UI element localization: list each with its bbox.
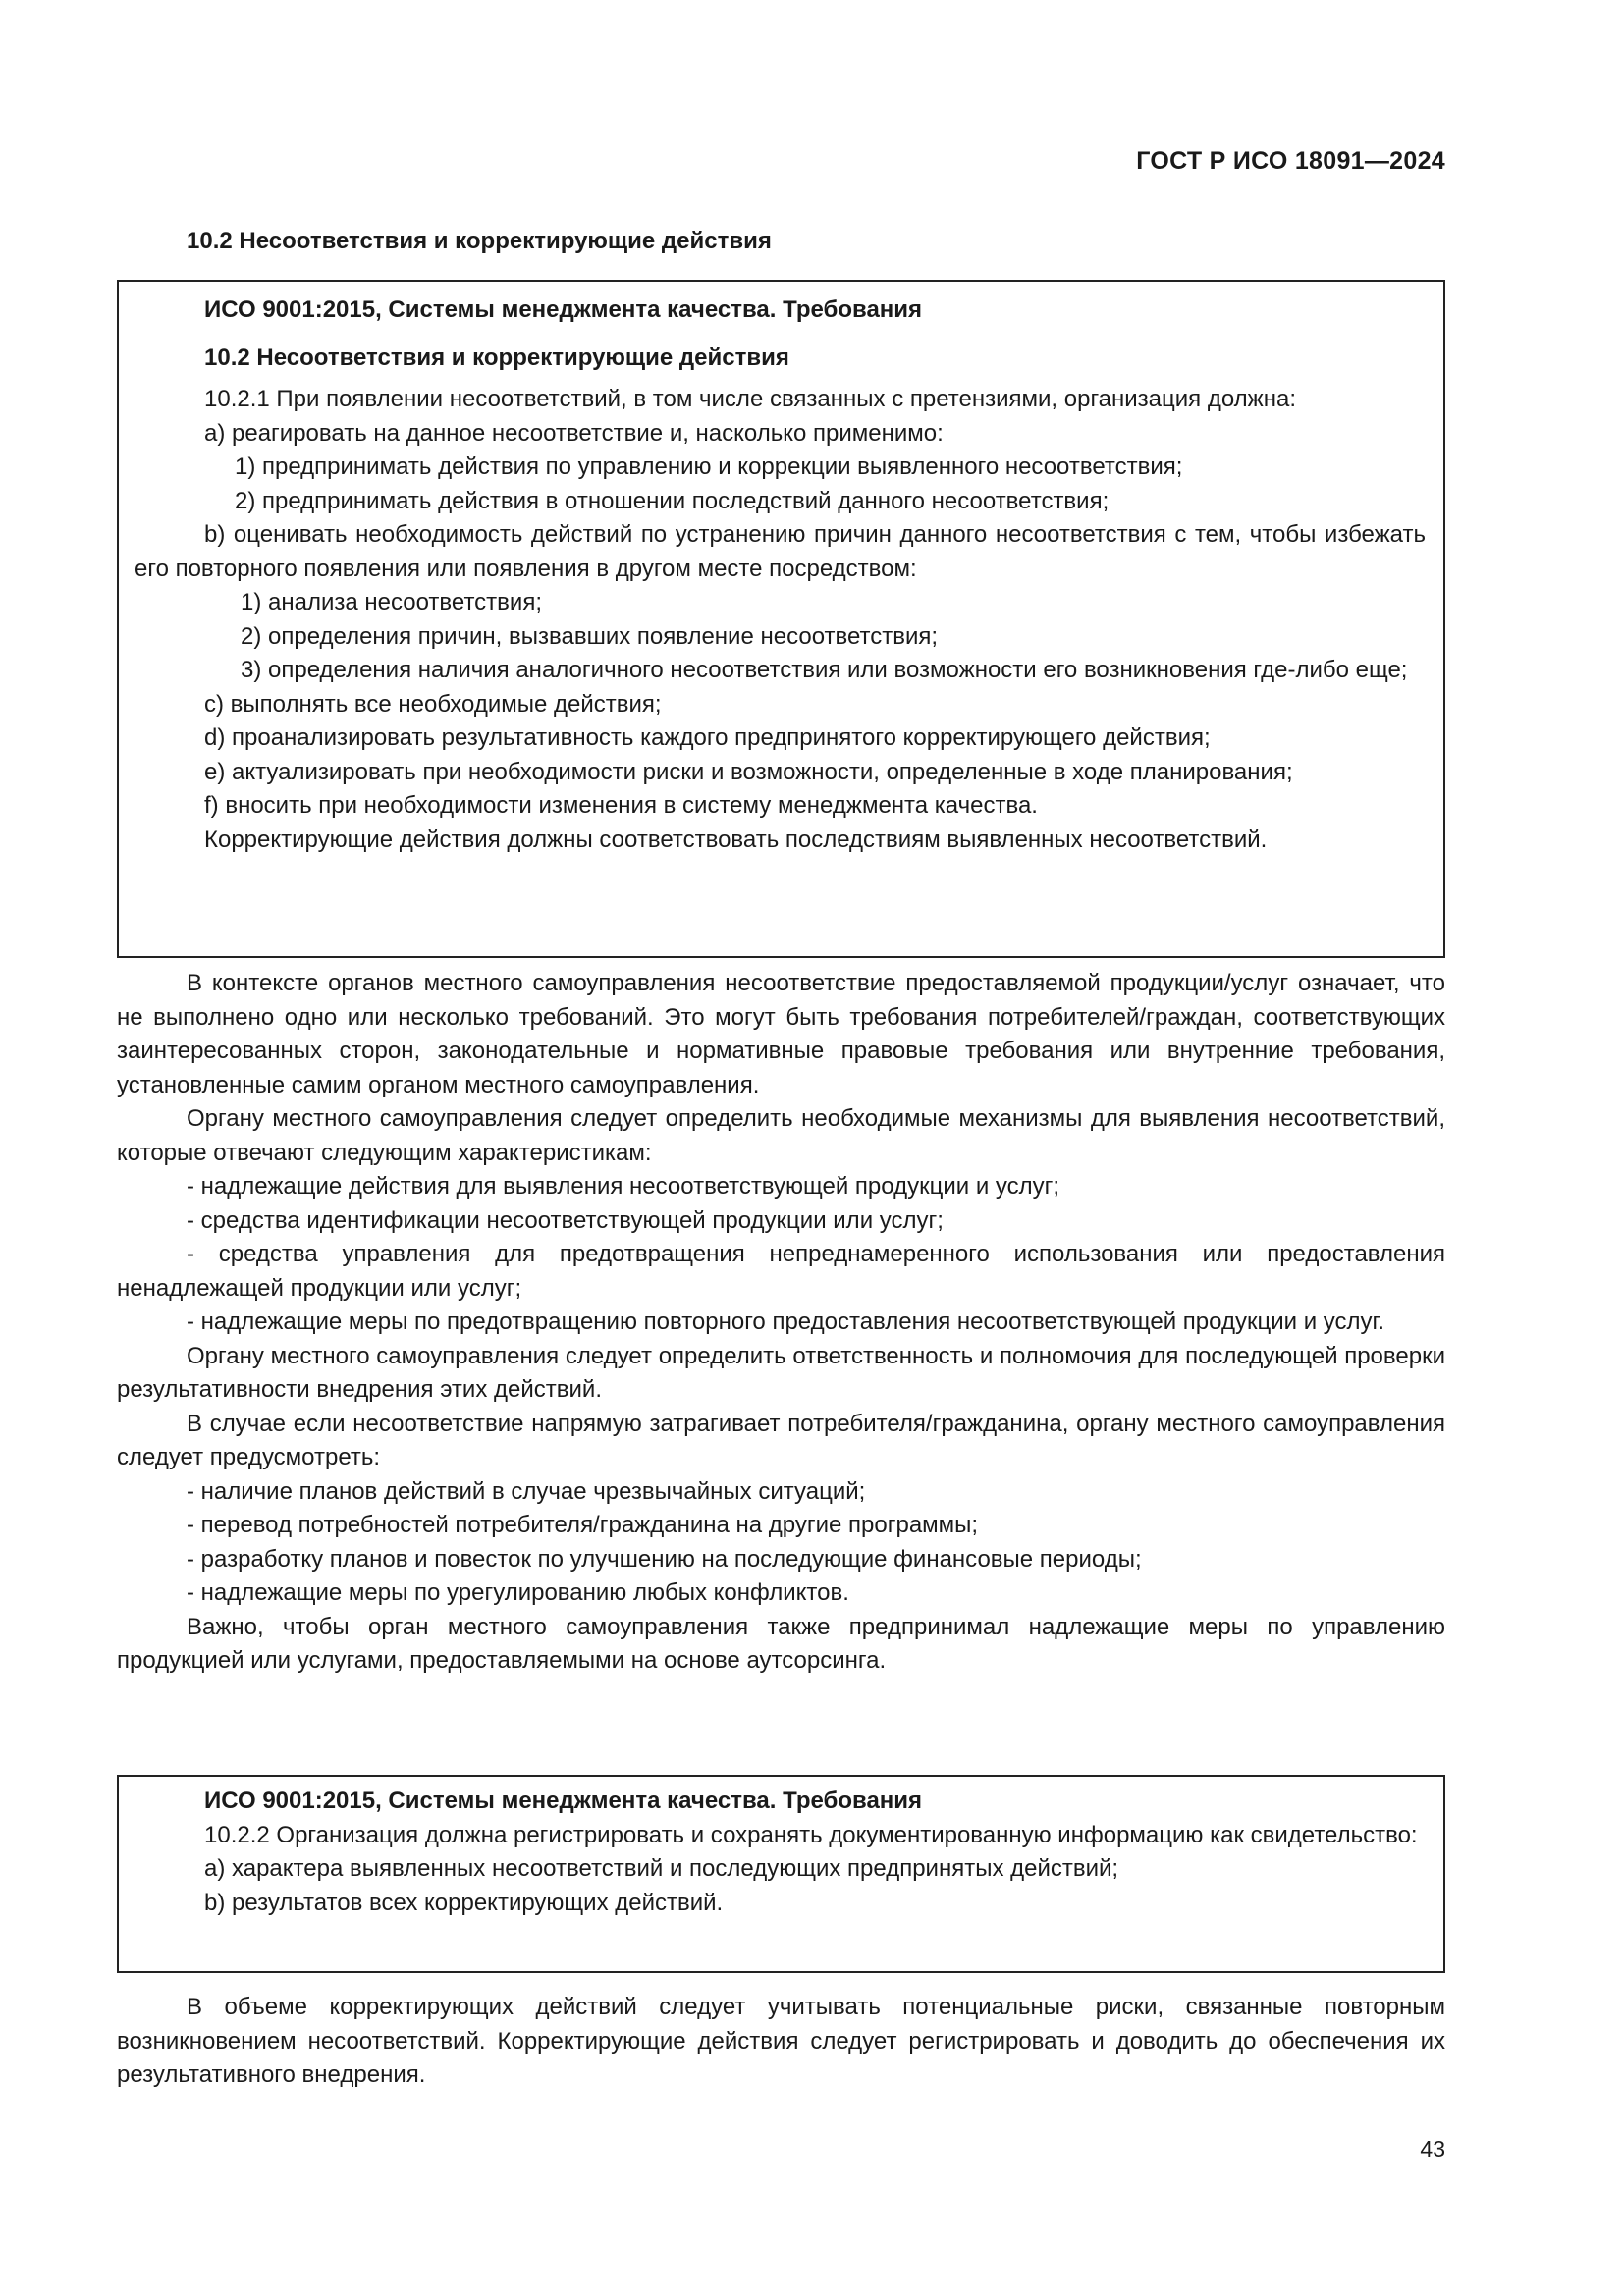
bullet-item: - наличие планов действий в случае чрезвычайных ситуаций; — [187, 1477, 866, 1505]
body-text-section — [117, 967, 1445, 1679]
paragraph: Важно, чтобы орган местного самоуправления также предпринимал надлежащие меры по управлению продукцией или услугами, предоставляемыми на основе аутсорсинга. — [117, 1613, 1445, 1674]
section-title: 10.2 Несоответствия и корректирующие действия — [187, 228, 772, 254]
list-item: b) результатов всех корректирующих действий. — [204, 1889, 724, 1916]
list-item: a) характера выявленных несоответствий и последующих предпринятых действий; — [204, 1855, 1119, 1882]
list-item: c) выполнять все необходимые действия; — [204, 690, 662, 718]
bullet-item: - надлежащие меры по предотвращению повторного предоставления несоответствующей продукции и услуг. — [187, 1308, 1385, 1335]
paragraph: В случае если несоответствие напрямую затрагивает потребителя/гражданина, органу местного самоуправления следует предусмотреть: — [117, 1410, 1445, 1470]
sub-list-item: 3) определения наличия аналогичного несоответствия или возможности его возникновения где-либо еще; — [241, 657, 1408, 683]
list-item: b) оценивать необходимость действий по устранению причин данного несоответствия с тем, чтобы избежать его повторного появления или появления в другом месте посредством: — [135, 521, 1426, 582]
bullet-item: - надлежащие действия для выявления несоответствующей продукции и услуг; — [187, 1173, 1060, 1200]
sub-list-item: 1) предпринимать действия по управлению и коррекции выявленного несоответствия; — [235, 454, 1183, 480]
bullet-item: - средства управления для предотвращения непреднамеренного использования или предоставления ненадлежащей продукции или услуг; — [117, 1241, 1445, 1302]
list-item: d) проанализировать результативность каждого предпринятого корректирующего действия; — [204, 724, 1211, 751]
bullet-item: - разработку планов и повесток по улучшению на последующие финансовые периоды; — [187, 1545, 1142, 1573]
body-text-section — [117, 1991, 1445, 2093]
standard-header: ГОСТ Р ИСО 18091—2024 — [1136, 147, 1445, 175]
clause-conclusion: Корректирующие действия должны соответствовать последствиям выявленных несоответствий. — [204, 826, 1268, 853]
bullet-item: - надлежащие меры по урегулированию любых конфликтов. — [187, 1579, 849, 1606]
sub-list-item: 1) анализа несоответствия; — [241, 589, 542, 615]
sub-list-item: 2) определения причин, вызвавших появление несоответствия; — [241, 622, 939, 650]
paragraph: В объеме корректирующих действий следует учитывать потенциальные риски, связанные повторным возникновением несоответствий. Корректирующие действия следует регистрировать и доводить до обеспечения их результативного внедрения. — [117, 1994, 1445, 2088]
box-clause-title: 10.2 Несоответствия и корректирующие действия — [204, 344, 789, 371]
page-number: 43 — [1420, 2136, 1445, 2162]
bullet-item: - перевод потребностей потребителя/гражданина на другие программы; — [187, 1512, 979, 1538]
box-source-title: ИСО 9001:2015, Системы менеджмента качества. Требования — [204, 296, 923, 323]
list-item: f) вносить при необходимости изменения в систему менеджмента качества. — [204, 792, 1038, 819]
list-item: e) актуализировать при необходимости риски и возможности, определенные в ходе планирования; — [204, 758, 1293, 785]
quoted-requirement-box — [117, 280, 1445, 958]
bullet-item: - средства идентификации несоответствующей продукции или услуг; — [187, 1206, 944, 1234]
quoted-requirement-box — [117, 1775, 1445, 1973]
paragraph: Органу местного самоуправления следует определить ответственность и полномочия для последующей проверки результативности внедрения этих действий. — [117, 1342, 1445, 1403]
paragraph: В контексте органов местного самоуправления несоответствие предоставляемой продукции/услуг означает, что не выполнено одно или несколько требований. Это могут быть требования потребителей/граждан, соответствующих заинтересованных сторон, законодательные и нормативные правовые требования или внутренние требования, установленные самим органом местного самоуправления. — [117, 970, 1445, 1098]
clause-text: 10.2.1 При появлении несоответствий, в том числе связанных с претензиями, организация должна: — [204, 386, 1296, 412]
clause-text: 10.2.2 Организация должна регистрировать и сохранять документированную информацию как свидетельство: — [204, 1821, 1418, 1848]
paragraph: Органу местного самоуправления следует определить необходимые механизмы для выявления несоответствий, которые отвечают следующим характеристикам: — [117, 1105, 1445, 1166]
sub-list-item: 2) предпринимать действия в отношении последствий данного несоответствия; — [235, 487, 1110, 514]
box-source-title: ИСО 9001:2015, Системы менеджмента качества. Требования — [204, 1788, 923, 1814]
list-item: а) реагировать на данное несоответствие и, насколько применимо: — [204, 419, 944, 447]
